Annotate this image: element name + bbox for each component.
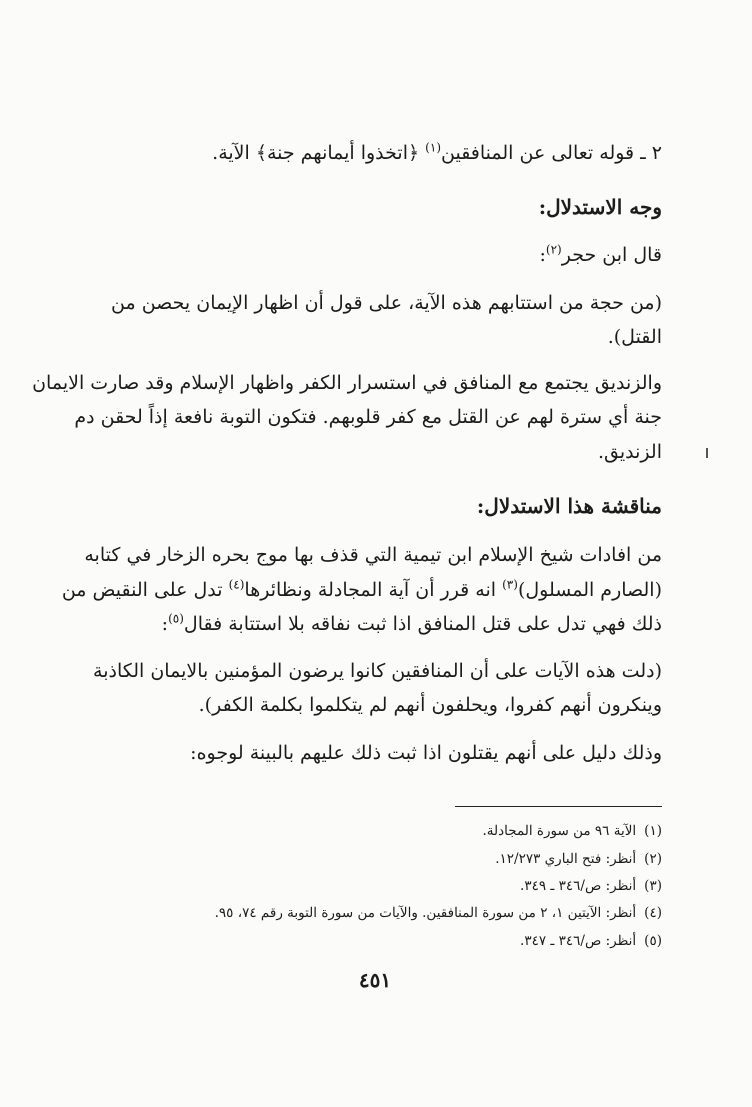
paragraph-line: وذلك دليل على أنهم يقتلون اذا ثبت ذلك عليهم بالبينة لوجوه: xyxy=(190,742,662,764)
text-segment: انه قرر أن آية المجادلة ونظائرها xyxy=(244,579,503,601)
footnote-ref-3[interactable]: (٣) xyxy=(502,577,518,592)
footnote-number: (١) xyxy=(644,823,662,839)
text-segment: ذلك فهي تدل على قتل المنافق اذا ثبت نفاقه بلا استتابة فقال xyxy=(183,613,662,635)
footnote-number: (٢) xyxy=(644,851,662,867)
footnote-ref-2[interactable]: (٢) xyxy=(545,242,562,257)
footnote-ref-4[interactable]: (٤) xyxy=(228,577,245,592)
footnote-text: أنظر: الآيتين ١، ٢ من سورة المنافقين. والآيات من سورة التوبة رقم ٧٤، ٩٥. xyxy=(214,905,637,921)
footnote-text: الآية ٩٦ من سورة المجادلة. xyxy=(482,823,637,839)
quote-line: وينكرون أنهم كفروا، ويحلفون أنهم لم يتكلموا بكلمة الكفر). xyxy=(198,694,662,716)
scan-mark xyxy=(706,448,708,458)
ibn-hajar-line xyxy=(90,244,662,266)
point-two-text: ٢ ـ قوله تعالى عن المنافقين xyxy=(441,142,662,164)
paragraph-line xyxy=(90,613,662,635)
quote-line: (دلت هذه الآيات على أن المنافقين كانوا يرضون المؤمنين بالايمان الكاذبة xyxy=(93,660,662,682)
paragraph-line: من افادات شيخ الإسلام ابن تيمية التي قذف بها موج بحره الزخار في كتابه xyxy=(84,544,662,566)
footnote-ref-5[interactable]: (٥) xyxy=(168,611,184,626)
sarim-line xyxy=(61,577,662,601)
footnote-text: أنظر: ص/٣٤٦ ـ ٣٤٧. xyxy=(520,933,637,949)
footnote-ref-1[interactable]: (١) xyxy=(425,140,441,155)
ibn-hajar-text: قال ابن حجر xyxy=(561,244,662,266)
colon: : xyxy=(539,244,546,266)
book-title: (الصارم المسلول) xyxy=(517,579,662,601)
paragraph-line: والزنديق يجتمع مع المنافق في استسرار الكفر واظهار الإسلام وقد صارت الايمان xyxy=(32,372,662,394)
footnote-4 xyxy=(90,904,662,922)
footnote-1 xyxy=(90,822,662,840)
footnote-text: أنظر: ص/٣٤٦ ـ ٣٤٩. xyxy=(520,878,637,894)
footnote-text: أنظر: فتح الباري ١٢/٢٧٣. xyxy=(495,851,637,867)
footnote-divider xyxy=(455,806,662,807)
section-heading-discussion: مناقشة هذا الاستدلال: xyxy=(476,494,662,518)
quran-quote: ﴿اتخذوا أيمانهم جنة﴾ الآية. xyxy=(212,142,426,164)
footnote-5 xyxy=(90,932,662,950)
paragraph-line: القتل). xyxy=(607,326,662,348)
footnote-2 xyxy=(90,850,662,868)
paragraph-line: الزنديق. xyxy=(598,441,662,463)
paragraph-line: (من حجة من استتابهم هذه الآية، على قول أن اظهار الإيمان يحصن من xyxy=(111,292,662,314)
footnote-number: (٣) xyxy=(644,878,662,894)
footnote-3 xyxy=(90,877,662,895)
text-segment: تدل على النقيض من xyxy=(61,579,229,601)
colon: : xyxy=(161,613,169,635)
footnote-number: (٥) xyxy=(644,933,662,949)
footnote-number: (٤) xyxy=(644,905,662,921)
section-heading-inference: وجه الاستدلال: xyxy=(538,195,662,219)
paragraph-line: جنة أي سترة لهم عن القتل مع كفر قلوبهم. فتكون التوبة نافعة إذاً لحقن دم xyxy=(74,406,662,428)
point-two-line xyxy=(90,142,662,164)
page-number: ٤٥١ xyxy=(358,968,392,992)
